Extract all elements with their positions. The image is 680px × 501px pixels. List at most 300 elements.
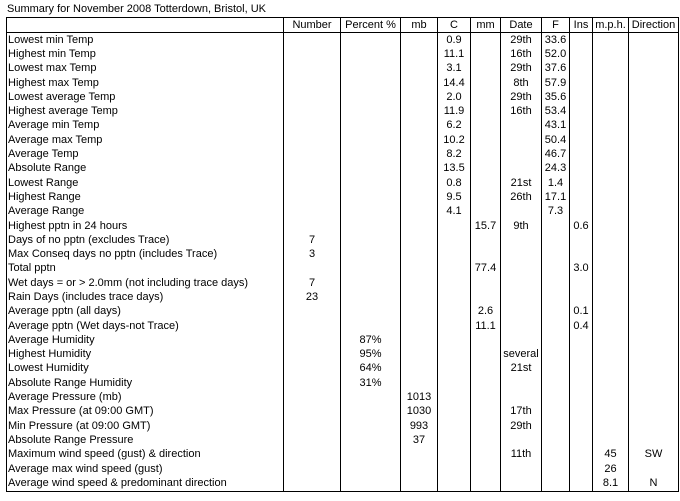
table-cell [542, 319, 570, 333]
table-cell [284, 362, 341, 376]
table-row [7, 190, 679, 204]
table-cell [593, 162, 629, 176]
table-cell [471, 233, 501, 247]
table-cell [593, 147, 629, 161]
row-label: Average pptn (Wet days-not Trace) [7, 319, 284, 333]
table-cell [593, 47, 629, 61]
table-cell [629, 376, 679, 390]
table-cell: 45 [593, 448, 629, 462]
table-row [7, 290, 679, 304]
table-cell [593, 405, 629, 419]
table-cell [570, 133, 593, 147]
table-cell [629, 247, 679, 261]
table-cell: 21st [501, 362, 542, 376]
table-cell [471, 405, 501, 419]
table-cell [570, 147, 593, 161]
table-cell [593, 233, 629, 247]
row-label: Total pptn [7, 262, 284, 276]
table-cell [341, 247, 401, 261]
table-cell [629, 390, 679, 404]
table-cell: 7 [284, 276, 341, 290]
table-row [7, 476, 679, 491]
table-cell [401, 33, 438, 48]
table-cell: 993 [401, 419, 438, 433]
table-cell [570, 47, 593, 61]
table-cell [570, 162, 593, 176]
table-cell [593, 376, 629, 390]
table-cell [284, 62, 341, 76]
table-cell: 29th [501, 419, 542, 433]
table-cell: 77.4 [471, 262, 501, 276]
table-cell [401, 462, 438, 476]
table-cell: 8.2 [438, 147, 471, 161]
column-header: F [542, 18, 570, 33]
table-cell [542, 476, 570, 491]
table-cell [471, 433, 501, 447]
table-cell: 0.9 [438, 33, 471, 48]
row-label: Average min Temp [7, 119, 284, 133]
table-cell [629, 104, 679, 118]
table-cell [501, 119, 542, 133]
table-cell [501, 462, 542, 476]
table-row [7, 133, 679, 147]
table-cell [401, 90, 438, 104]
table-cell [629, 219, 679, 233]
table-cell [570, 333, 593, 347]
table-cell [570, 362, 593, 376]
table-cell [501, 233, 542, 247]
table-cell [284, 133, 341, 147]
table-row [7, 247, 679, 261]
table-cell [438, 448, 471, 462]
table-cell [593, 333, 629, 347]
row-label: Max Conseq days no pptn (includes Trace) [7, 247, 284, 261]
table-cell [284, 405, 341, 419]
table-cell: 0.6 [570, 219, 593, 233]
table-row [7, 233, 679, 247]
table-cell [284, 33, 341, 48]
table-cell [438, 390, 471, 404]
table-cell: 0.1 [570, 305, 593, 319]
table-cell [501, 376, 542, 390]
table-cell [401, 162, 438, 176]
table-row [7, 205, 679, 219]
table-row [7, 62, 679, 76]
table-cell [284, 104, 341, 118]
table-cell [471, 90, 501, 104]
table-cell [542, 262, 570, 276]
table-cell [593, 305, 629, 319]
table-cell: SW [629, 448, 679, 462]
table-cell: 11th [501, 448, 542, 462]
table-cell [284, 76, 341, 90]
table-cell [471, 176, 501, 190]
table-cell [284, 205, 341, 219]
table-cell [593, 262, 629, 276]
table-cell [629, 147, 679, 161]
table-row [7, 147, 679, 161]
table-cell [593, 419, 629, 433]
row-label: Highest Range [7, 190, 284, 204]
table-cell [629, 305, 679, 319]
table-cell: 8th [501, 76, 542, 90]
table-cell [341, 62, 401, 76]
table-cell [629, 190, 679, 204]
table-cell [401, 190, 438, 204]
table-cell [341, 319, 401, 333]
table-cell [284, 462, 341, 476]
table-cell [341, 147, 401, 161]
table-cell [401, 205, 438, 219]
table-cell [471, 33, 501, 48]
column-header: Date [501, 18, 542, 33]
table-cell [629, 233, 679, 247]
table-row [7, 33, 679, 48]
table-cell [570, 233, 593, 247]
table-cell: several [501, 348, 542, 362]
table-cell [284, 390, 341, 404]
table-cell [593, 133, 629, 147]
table-cell [501, 162, 542, 176]
table-cell [570, 119, 593, 133]
row-label: Average wind speed & predominant direction [7, 476, 284, 491]
table-cell [341, 305, 401, 319]
table-cell [341, 276, 401, 290]
table-cell [501, 390, 542, 404]
table-cell: 15.7 [471, 219, 501, 233]
table-cell [438, 233, 471, 247]
table-cell [284, 47, 341, 61]
table-cell: 0.8 [438, 176, 471, 190]
table-cell [401, 247, 438, 261]
table-cell [542, 462, 570, 476]
table-cell [629, 348, 679, 362]
table-cell [284, 319, 341, 333]
table-cell [501, 305, 542, 319]
table-cell: 9th [501, 219, 542, 233]
table-row [7, 262, 679, 276]
table-cell [570, 276, 593, 290]
table-cell: 8.1 [593, 476, 629, 491]
table-cell [438, 305, 471, 319]
table-cell: 29th [501, 90, 542, 104]
table-cell [542, 276, 570, 290]
table-cell [629, 433, 679, 447]
table-cell [593, 33, 629, 48]
table-cell [471, 119, 501, 133]
table-cell [570, 33, 593, 48]
table-cell [341, 219, 401, 233]
table-cell [284, 476, 341, 491]
table-cell [401, 176, 438, 190]
table-cell [629, 47, 679, 61]
row-label: Highest average Temp [7, 104, 284, 118]
table-cell: 3 [284, 247, 341, 261]
table-cell [341, 190, 401, 204]
table-cell [401, 62, 438, 76]
table-row [7, 333, 679, 347]
column-header: C [438, 18, 471, 33]
table-cell: 64% [341, 362, 401, 376]
table-cell [501, 262, 542, 276]
table-cell [542, 362, 570, 376]
page-title: Summary for November 2008 Totterdown, Bristol, UK [7, 3, 267, 15]
table-cell [471, 205, 501, 219]
table-cell [284, 419, 341, 433]
table-cell [401, 333, 438, 347]
table-cell [629, 205, 679, 219]
table-cell [501, 333, 542, 347]
table-cell [438, 362, 471, 376]
table-row [7, 448, 679, 462]
table-cell [471, 147, 501, 161]
table-cell [284, 348, 341, 362]
table-cell [341, 176, 401, 190]
table-cell [401, 476, 438, 491]
table-cell [284, 448, 341, 462]
table-cell [542, 376, 570, 390]
table-cell [629, 133, 679, 147]
table-cell [629, 333, 679, 347]
table-cell: 37 [401, 433, 438, 447]
table-cell: 33.6 [542, 33, 570, 48]
table-cell: 2.6 [471, 305, 501, 319]
table-cell [341, 448, 401, 462]
table-cell [401, 276, 438, 290]
table-cell: 26 [593, 462, 629, 476]
table-row [7, 433, 679, 447]
table-cell: 11.1 [438, 47, 471, 61]
table-cell [401, 104, 438, 118]
table-cell [593, 348, 629, 362]
table-cell [438, 405, 471, 419]
table-cell: 7 [284, 233, 341, 247]
table-cell: 3.1 [438, 62, 471, 76]
row-label: Average Pressure (mb) [7, 390, 284, 404]
column-header: Direction [629, 18, 679, 33]
table-cell: 17th [501, 405, 542, 419]
table-cell [542, 390, 570, 404]
table-cell [570, 419, 593, 433]
table-cell [570, 104, 593, 118]
table-cell [570, 190, 593, 204]
table-cell [501, 433, 542, 447]
table-cell [593, 62, 629, 76]
table-cell [501, 147, 542, 161]
table-cell: 2.0 [438, 90, 471, 104]
table-cell [593, 104, 629, 118]
table-cell [341, 233, 401, 247]
row-label: Days of no pptn (excludes Trace) [7, 233, 284, 247]
table-cell [593, 247, 629, 261]
table-cell [570, 476, 593, 491]
row-label: Wet days = or > 2.0mm (not including trace days) [7, 276, 284, 290]
table-cell [341, 462, 401, 476]
row-label: Lowest min Temp [7, 33, 284, 48]
table-cell: 29th [501, 62, 542, 76]
table-cell: 7.3 [542, 205, 570, 219]
table-row [7, 119, 679, 133]
table-cell [471, 247, 501, 261]
table-row [7, 362, 679, 376]
table-cell [341, 262, 401, 276]
table-cell [593, 362, 629, 376]
row-label: Highest min Temp [7, 47, 284, 61]
table-row [7, 219, 679, 233]
table-cell: 0.4 [570, 319, 593, 333]
table-cell [401, 305, 438, 319]
row-label: Average Humidity [7, 333, 284, 347]
table-cell: 46.7 [542, 147, 570, 161]
table-cell: 1030 [401, 405, 438, 419]
table-cell [401, 348, 438, 362]
table-cell [401, 448, 438, 462]
table-cell [501, 205, 542, 219]
table-cell: 9.5 [438, 190, 471, 204]
table-cell [629, 290, 679, 304]
table-cell [438, 462, 471, 476]
table-cell [629, 176, 679, 190]
table-cell [542, 348, 570, 362]
table-cell [570, 405, 593, 419]
table-cell: N [629, 476, 679, 491]
table-cell [401, 219, 438, 233]
table-cell: 53.4 [542, 104, 570, 118]
table-row [7, 162, 679, 176]
row-label: Average pptn (all days) [7, 305, 284, 319]
table-cell [629, 319, 679, 333]
table-cell [471, 47, 501, 61]
table-cell [593, 90, 629, 104]
table-cell [593, 190, 629, 204]
table-cell [570, 433, 593, 447]
table-cell [570, 90, 593, 104]
row-label: Highest pptn in 24 hours [7, 219, 284, 233]
table-cell [471, 476, 501, 491]
table-row [7, 390, 679, 404]
table-cell [542, 247, 570, 261]
table-cell [471, 276, 501, 290]
table-row [7, 76, 679, 90]
summary-table [6, 17, 679, 492]
row-label: Average Range [7, 205, 284, 219]
table-cell: 6.2 [438, 119, 471, 133]
table-cell [593, 176, 629, 190]
table-cell [593, 319, 629, 333]
table-cell: 10.2 [438, 133, 471, 147]
column-header: Percent % [341, 18, 401, 33]
column-header [7, 18, 284, 33]
table-cell [570, 247, 593, 261]
table-cell [570, 376, 593, 390]
table-cell [471, 376, 501, 390]
table-cell [629, 90, 679, 104]
table-cell [341, 433, 401, 447]
table-cell: 95% [341, 348, 401, 362]
table-cell: 17.1 [542, 190, 570, 204]
table-cell [401, 319, 438, 333]
table-cell [284, 433, 341, 447]
table-cell [471, 133, 501, 147]
table-cell: 11.1 [471, 319, 501, 333]
table-cell [401, 362, 438, 376]
table-cell [471, 348, 501, 362]
table-cell [401, 76, 438, 90]
table-cell [593, 276, 629, 290]
table-cell [501, 319, 542, 333]
table-row [7, 47, 679, 61]
row-label: Highest Humidity [7, 348, 284, 362]
table-cell: 23 [284, 290, 341, 304]
table-cell [471, 76, 501, 90]
table-cell [438, 476, 471, 491]
table-cell [570, 205, 593, 219]
table-row [7, 319, 679, 333]
table-cell [593, 76, 629, 90]
table-cell [284, 262, 341, 276]
table-cell: 1.4 [542, 176, 570, 190]
table-cell [501, 476, 542, 491]
table-cell [401, 262, 438, 276]
table-cell [438, 333, 471, 347]
table-cell [570, 62, 593, 76]
table-cell [542, 219, 570, 233]
row-label: Absolute Range [7, 162, 284, 176]
table-cell [438, 419, 471, 433]
table-cell [593, 119, 629, 133]
table-cell [341, 104, 401, 118]
table-cell [542, 448, 570, 462]
table-cell: 50.4 [542, 133, 570, 147]
table-cell [593, 205, 629, 219]
table-cell [542, 433, 570, 447]
table-cell [629, 462, 679, 476]
table-cell [542, 233, 570, 247]
table-cell: 26th [501, 190, 542, 204]
row-label: Average max Temp [7, 133, 284, 147]
table-cell [629, 362, 679, 376]
table-cell [501, 276, 542, 290]
table-cell [471, 333, 501, 347]
table-cell [438, 219, 471, 233]
table-cell [341, 47, 401, 61]
table-row [7, 419, 679, 433]
table-cell [471, 362, 501, 376]
table-row [7, 104, 679, 118]
table-cell [501, 133, 542, 147]
table-cell: 13.5 [438, 162, 471, 176]
table-cell [471, 462, 501, 476]
table-cell [341, 162, 401, 176]
table-cell [593, 219, 629, 233]
table-cell [570, 348, 593, 362]
table-cell: 31% [341, 376, 401, 390]
table-row [7, 405, 679, 419]
table-row [7, 462, 679, 476]
table-cell [341, 90, 401, 104]
table-cell [629, 419, 679, 433]
table-cell [542, 333, 570, 347]
table-cell [438, 348, 471, 362]
column-header: mb [401, 18, 438, 33]
table-cell [570, 176, 593, 190]
table-cell [284, 305, 341, 319]
table-cell: 21st [501, 176, 542, 190]
table-cell: 1013 [401, 390, 438, 404]
table-cell [542, 305, 570, 319]
table-cell [438, 262, 471, 276]
table-cell [471, 190, 501, 204]
